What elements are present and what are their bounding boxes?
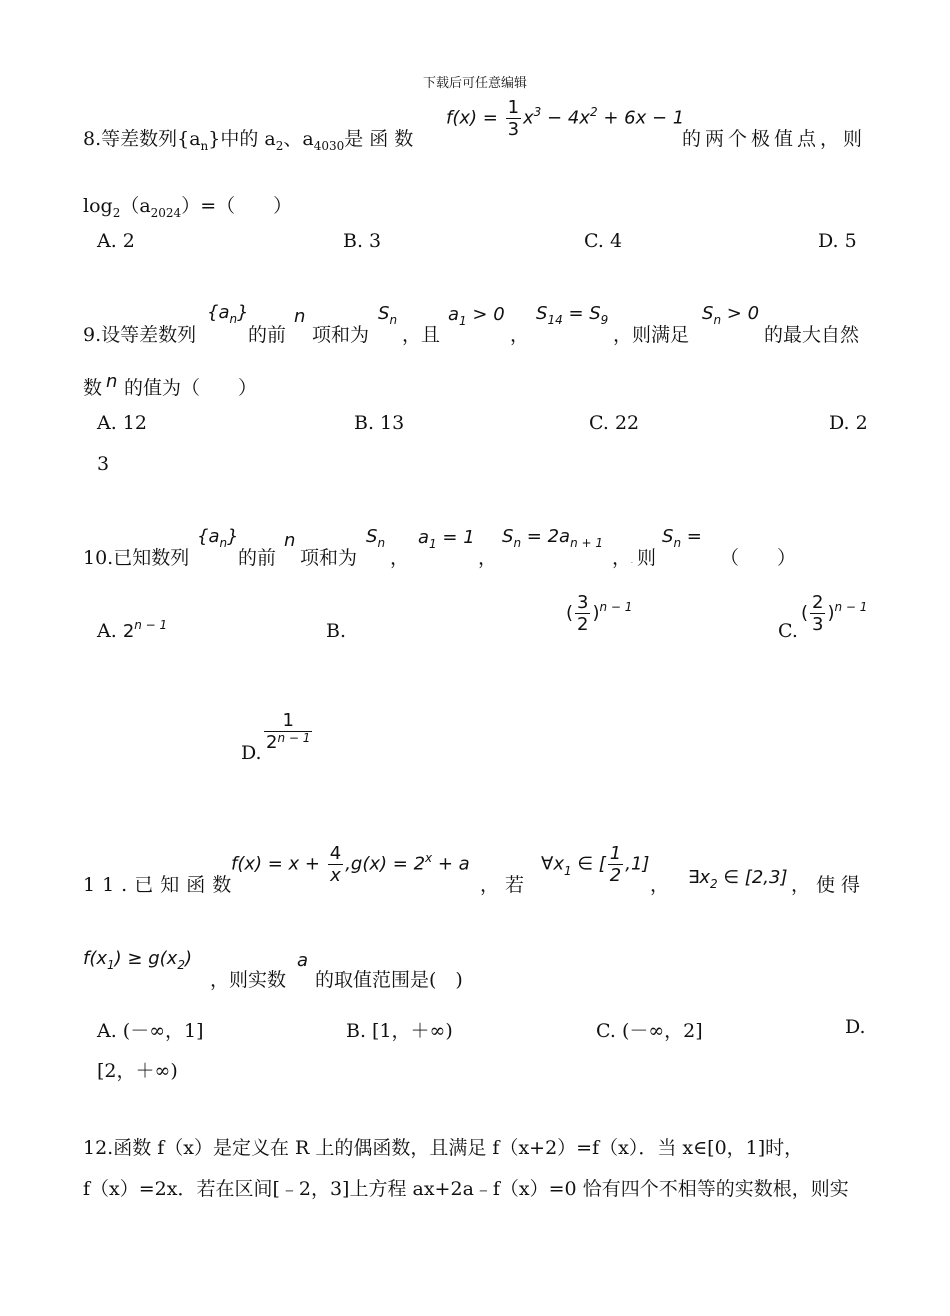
q10-opt-c-lparen: (	[801, 602, 809, 624]
q10-opt-a-exp: n − 1	[134, 618, 168, 632]
q10-S-sub: n	[377, 536, 386, 550]
q10-set-an	[197, 526, 239, 550]
q11-comma2: ，	[650, 874, 670, 896]
q8-after: 的两个极值点，则	[682, 128, 867, 150]
q10-Sn3: S	[662, 526, 674, 547]
q11-option-d: D.	[845, 1016, 866, 1038]
q8-lead-end: 是函数	[344, 128, 420, 150]
q10-Sn3-eq: =	[681, 526, 702, 547]
q9-S14-eq-S9	[536, 303, 609, 327]
q9-t2: 项和为	[312, 324, 370, 346]
q8-sub-a4030: 4030	[313, 139, 345, 153]
q9-n: n	[294, 306, 306, 327]
q9-t5: 的最大自然	[764, 324, 860, 346]
q10-opt-d-frac	[264, 710, 312, 753]
q10-paren: （ ）	[720, 547, 797, 569]
q10-opt-d-num: 1	[282, 710, 294, 731]
q10-a1-eq: = 1	[436, 527, 475, 548]
q8-lead-sub: n	[200, 139, 209, 153]
q9-option-a: A. 12	[97, 412, 147, 434]
q11-line2-close: )	[184, 948, 192, 969]
q10-comma1: ，	[390, 547, 410, 569]
q8-fx: f(x) =	[446, 107, 504, 129]
q9-line2-n: n	[106, 371, 118, 392]
q11-gx-tail: + a	[432, 853, 470, 875]
q9-comma1: ，	[510, 324, 530, 346]
q10-lead: 10.已知数列	[83, 547, 190, 569]
q9-a1	[448, 304, 505, 328]
q11-comma1: ，若	[480, 874, 531, 896]
q8-option-a: A. 2	[97, 230, 135, 252]
q9-line2-b: 的值为（ ）	[124, 377, 258, 399]
q10-set-close: }	[227, 526, 239, 547]
q11-option-b: B. [1，＋∞)	[346, 1020, 453, 1042]
q10-set-open: {a	[197, 526, 220, 547]
q9-S: S	[378, 303, 390, 324]
q8-line2	[83, 191, 292, 218]
q10-set-sub: n	[219, 536, 228, 550]
q10-n: n	[284, 530, 296, 551]
q8-lead-mid1: }中的 a	[208, 128, 276, 150]
q10-opt-c-frac	[810, 592, 825, 635]
q9-line2-a: 数	[83, 377, 103, 399]
q10-opt-c-den: 3	[812, 614, 824, 635]
q11-frac-num: 4	[329, 843, 342, 864]
q9-S-sub: n	[389, 313, 398, 327]
q11-frac-den: x	[330, 865, 341, 886]
q8-option-b: B. 3	[343, 230, 382, 252]
q10-t1: 的前	[238, 547, 277, 569]
q10-comma2: ，	[478, 547, 498, 569]
page-header: 下载后可任意编辑	[422, 76, 527, 91]
q9-t3: ，且	[402, 324, 441, 346]
q10-Sn-sub: n	[513, 536, 522, 550]
q11-line2-g-sub: 2	[177, 958, 185, 972]
q9-S14: S	[536, 303, 548, 324]
q10-opt-b-num: 3	[577, 592, 589, 613]
q10-opt-b-frac	[575, 592, 590, 635]
q11-in1: ∈ [	[571, 853, 606, 875]
q8-lead-mid2: 、a	[283, 128, 314, 150]
q11-inequality	[83, 948, 192, 972]
q10-opt-d-base: 2	[266, 732, 278, 753]
q9-set-close: }	[237, 302, 249, 323]
q8-frac-num: 1	[507, 97, 520, 118]
q8-a-sub: 2024	[150, 206, 182, 220]
q10-option-c-formula	[801, 592, 867, 635]
q11-exists	[688, 867, 788, 891]
q9-gt0: > 0	[721, 303, 760, 324]
q11-fx: f(x) = x +	[231, 853, 326, 875]
q11-exists-x: ∃x	[688, 867, 711, 888]
q10-S: S	[366, 526, 378, 547]
q9-a1-gt: > 0	[466, 304, 505, 325]
q9-set-sub: n	[229, 312, 238, 326]
q9-eq: = S	[562, 303, 601, 324]
q10-opt-b-exp: n − 1	[599, 599, 633, 614]
q9-t1: 的前	[248, 324, 287, 346]
q10-Sn-eq-blank	[662, 526, 702, 550]
q8-log-sub: 2	[112, 206, 121, 220]
q11-gx: ,g(x) = 2	[345, 853, 426, 875]
q9-option-d-wrap: 3	[97, 453, 110, 475]
q8-minus4x: − 4x	[541, 107, 590, 129]
q11-comma3: ，使得	[791, 874, 867, 896]
q11-line2-t1: ，则实数	[210, 969, 287, 991]
q10-then: 则	[637, 547, 657, 569]
q9-set-an	[207, 302, 249, 326]
q11-line2-t2: 的取值范围是( )	[315, 969, 463, 991]
q10-opt-c-exp: n − 1	[834, 599, 868, 614]
q10-a1-sub: 1	[429, 537, 437, 551]
q9-lead: 9.设等差数列	[83, 324, 197, 346]
q10-Sn-eq-2a: = 2a	[521, 526, 571, 547]
q9-Sn-gt0	[702, 303, 760, 327]
q8-option-c: C. 4	[584, 230, 623, 252]
q9-Sn2-sub: n	[713, 313, 722, 327]
q10-Sn-S: S	[502, 526, 514, 547]
q10-opt-a-base: 2	[122, 621, 135, 642]
q11-frac	[328, 843, 343, 886]
q11-in1-den: 2	[609, 865, 622, 886]
q10-tiny-mark: ·	[631, 560, 633, 567]
q9-S9-sub: 9	[600, 313, 609, 327]
q8-lead: 8.等差数列{a	[83, 128, 201, 150]
q8-formula	[446, 97, 684, 140]
q10-opt-b-rparen: )	[592, 602, 600, 624]
q11-option-a: A. (－∞，1]	[97, 1020, 204, 1042]
q8-a: （a	[120, 195, 151, 217]
q10-Sn	[366, 526, 386, 550]
q10-a1	[418, 527, 475, 551]
q9-t4: ，则满足	[613, 324, 690, 346]
q8-exp2: 2	[589, 104, 598, 119]
q10-opt-d-den	[264, 732, 312, 753]
q9-option-c: C. 22	[589, 412, 640, 434]
q11-exists-sub: 2	[710, 877, 718, 891]
q10-opt-b-den: 2	[577, 614, 589, 635]
q10-option-c: C.	[778, 620, 798, 642]
q8-x3: x	[523, 107, 534, 129]
q8-frac-den: 3	[507, 119, 520, 140]
q11-gx-exp: x	[425, 850, 433, 865]
q10-Sn3-sub: n	[673, 536, 682, 550]
q10-Sn-eq	[502, 526, 603, 550]
q8-line1	[83, 124, 419, 151]
q11-line2-a: a	[297, 950, 309, 971]
q11-in1-tail: ,1]	[625, 853, 650, 875]
q11-option-d-wrap: [2，＋∞)	[97, 1060, 178, 1082]
q11-formula-fg	[231, 843, 470, 886]
q11-forall-sub: 1	[563, 863, 572, 878]
q9-Sn2: S	[702, 303, 714, 324]
q12-line1: 12.函数 f（x）是定义在 R 上的偶函数，且满足 f（x+2）=f（x）．当 x∈[0，1]时，	[83, 1137, 804, 1159]
q10-opt-a-label: A.	[97, 620, 123, 642]
q11-forall-x: ∀x	[541, 853, 564, 875]
q8-tail-expr: + 6x − 1	[597, 107, 685, 129]
q9-a1-a: a	[448, 304, 460, 325]
q11-lead: 11.已知函数	[83, 874, 239, 896]
q9-option-d: D. 2	[829, 412, 868, 434]
q10-opt-b-lparen: (	[566, 602, 574, 624]
q10-option-a	[97, 620, 167, 642]
q10-option-b-formula	[566, 592, 632, 635]
q9-S14-sub: 14	[547, 313, 563, 327]
q10-option-d-formula	[262, 710, 314, 753]
q11-forall	[541, 843, 649, 886]
q10-comma3: ，	[612, 547, 632, 569]
q11-in1-frac	[608, 843, 623, 886]
q8-option-d: D. 5	[818, 230, 857, 252]
q9-a1-sub: 1	[459, 314, 467, 328]
q8-log: log	[83, 195, 113, 217]
q10-t2: 项和为	[300, 547, 358, 569]
q11-line2-mid: ) ≥ g(x	[114, 948, 178, 969]
q10-opt-c-num: 2	[812, 592, 824, 613]
q10-opt-c-rparen: )	[827, 602, 835, 624]
q12-line2: f（x）=2x．若在区间[﹣2，3]上方程 ax+2a﹣f（x）=0 恰有四个不相等的实数根，则实	[83, 1178, 849, 1200]
q8-exp3: 3	[533, 104, 542, 119]
q8-line2-end: ）=（ ）	[181, 195, 293, 217]
q10-a1-a: a	[418, 527, 430, 548]
q10-option-d: D.	[241, 742, 262, 764]
q11-in2: ∈ [2,3]	[717, 867, 788, 888]
q11-line2-f-sub: 1	[107, 958, 115, 972]
q9-option-b: B. 13	[354, 412, 405, 434]
q11-line2-f: f(x	[83, 948, 108, 969]
q10-option-b: B.	[326, 620, 347, 642]
q8-sub-a2: 2	[275, 139, 284, 153]
q11-in1-num: 1	[609, 843, 622, 864]
q9-Sn	[378, 303, 398, 327]
q10-opt-d-exp: n − 1	[277, 731, 311, 745]
q10-an1-sub: n + 1	[570, 536, 603, 550]
q9-set-open: {a	[207, 302, 230, 323]
q8-fraction	[506, 97, 521, 140]
q11-option-c: C. (－∞，2]	[596, 1020, 703, 1042]
